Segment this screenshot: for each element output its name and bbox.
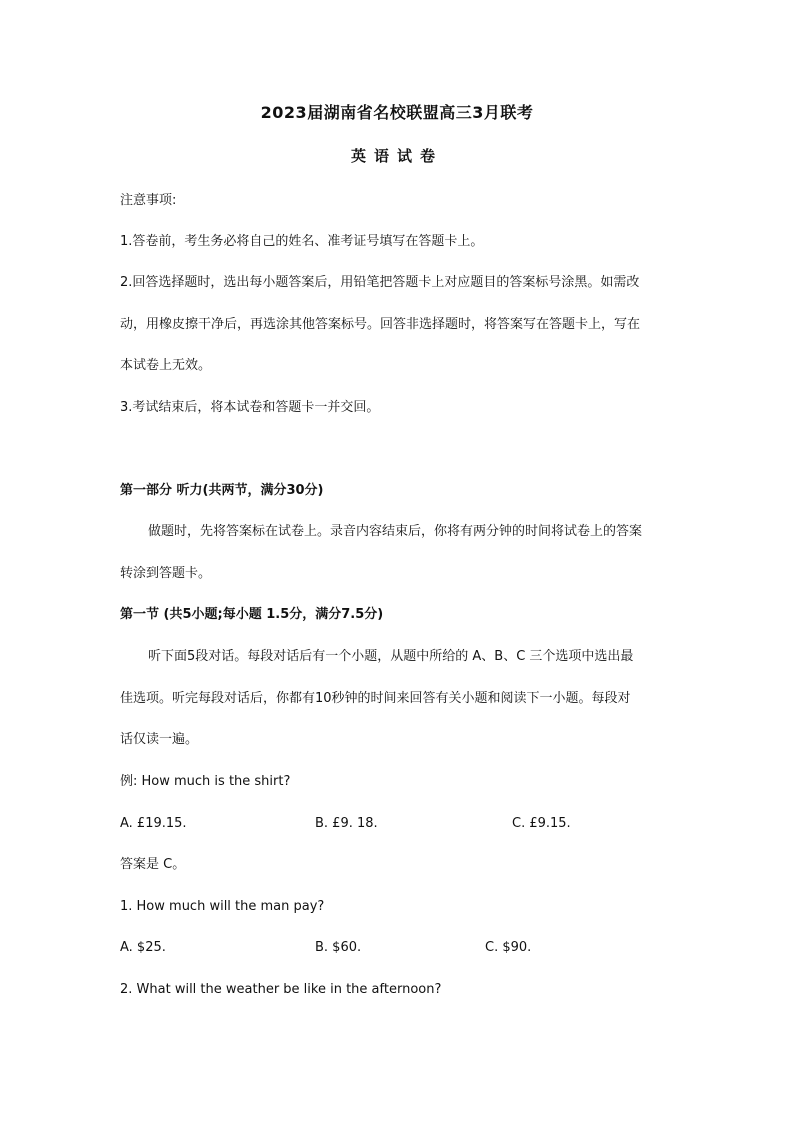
example-answer: 答案是 C。 <box>120 857 186 872</box>
exam-subtitle: 英语试卷 <box>350 147 443 165</box>
example-option-c: C. £9.15. <box>512 816 571 831</box>
notice-item-1: 1.答卷前，考生务必将自己的姓名、准考证号填写在答题卡上。 <box>120 234 484 249</box>
exam-title: 2023届湖南省名校联盟高三3月联考 <box>260 103 534 122</box>
notice-item-2-line-3: 本试卷上无效。 <box>120 358 212 373</box>
notice-item-2-line-1: 2.回答选择题时，选出每小题答案后，用铅笔把答题卡上对应题目的答案标号涂黑。如需改 <box>120 275 640 290</box>
question-1-option-b: B. $60. <box>315 940 362 955</box>
question-1-option-c: C. $90. <box>485 940 532 955</box>
section1-intro-line-1: 听下面5段对话。每段对话后有一个小题，从题中所给的 A、B、C 三个选项中选出最 <box>148 649 634 664</box>
question-2: 2. What will the weather be like in the afternoon? <box>120 982 442 997</box>
question-1: 1. How much will the man pay? <box>120 899 325 914</box>
section1-intro-line-3: 话仅读一遍。 <box>120 732 199 747</box>
section1-heading: 第一节 (共5小题;每小题 1.5分，满分7.5分) <box>120 607 384 622</box>
example-option-b: B. £9. 18. <box>315 816 378 831</box>
notice-heading: 注意事项: <box>120 193 177 208</box>
part1-intro-line-2: 转涂到答题卡。 <box>120 566 212 581</box>
notice-item-3: 3.考试结束后，将本试卷和答题卡一并交回。 <box>120 400 380 415</box>
question-1-option-a: A. $25. <box>120 940 166 955</box>
example-question: 例: How much is the shirt? <box>120 774 291 789</box>
part1-heading: 第一部分 听力(共两节，满分30分) <box>120 483 324 498</box>
section1-intro-line-2: 佳选项。听完每段对话后，你都有10秒钟的时间来回答有关小题和阅读下一小题。每段对 <box>120 691 631 706</box>
notice-item-2-line-2: 动，用橡皮擦干净后，再选涂其他答案标号。回答非选择题时，将答案写在答题卡上，写在 <box>120 317 641 332</box>
part1-intro-line-1: 做题时，先将答案标在试卷上。录音内容结束后，你将有两分钟的时间将试卷上的答案 <box>148 524 643 539</box>
example-option-a: A. £19.15. <box>120 816 187 831</box>
